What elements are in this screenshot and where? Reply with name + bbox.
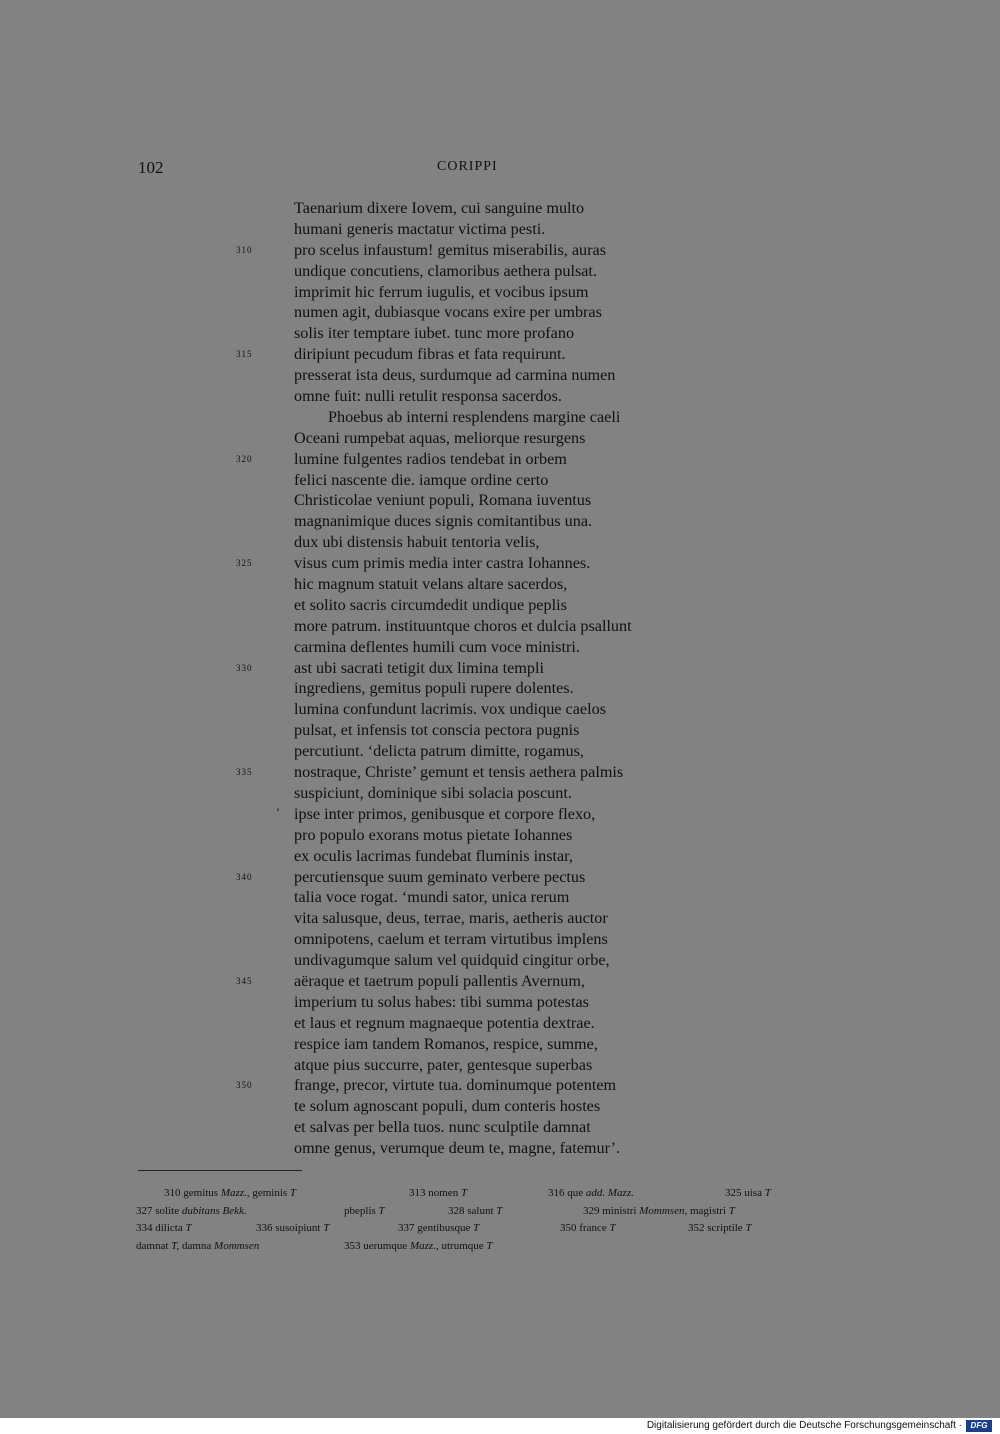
verse-text: solis iter temptare iubet. tunc more profano [294,324,575,343]
verse-line [0,302,1000,323]
apparatus-entry: pbeplis T [344,1204,385,1217]
line-number: 335 [236,767,253,778]
verse-line [0,783,1000,804]
verse-text: et laus et regnum magnaeque potentia dextrae. [294,1013,595,1032]
footnote-rule [138,1170,302,1171]
verse-text: Taenarium dixere Iovem, cui sanguine multo [294,199,585,217]
verse-line [0,219,1000,240]
verse-line [0,1034,1000,1055]
verse-text: imperium tu solus habes: tibi summa potestas [294,992,589,1011]
verse-line [0,511,1000,532]
verse-line [0,699,1000,720]
verse-text: lumine fulgentes radios tendebat in orbem [294,449,567,468]
apparatus-entry: 327 solite dubitans Bekk. [136,1204,247,1217]
verse-text: pro scelus infaustum! gemitus miserabilis, auras [294,240,606,259]
apparatus-entry: 316 que add. Mazz. [548,1187,634,1199]
verse-line [0,470,1000,491]
verse-text: humani generis mactatur victima pesti. [294,219,546,238]
line-number: 350 [236,1080,253,1091]
verse-line [0,282,1000,303]
verse-line [0,992,1000,1013]
verse-text: Oceani rumpebat aquas, meliorque resurgens [294,428,586,447]
verse-line [0,553,1000,574]
verse-line [0,741,1000,762]
verse-line [0,720,1000,741]
verse-line [0,574,1000,595]
digitization-footer [0,1418,1000,1434]
verse-line [0,825,1000,846]
verse-line [0,929,1000,950]
line-number: 320 [236,453,253,464]
apparatus-entry: 325 uisa T [725,1187,771,1199]
verse-text: talia voce rogat. ‘mundi sator, unica rerum [294,888,570,907]
apparatus-entry: 334 dilicta T [136,1222,192,1234]
line-number: 345 [236,975,253,986]
funding-notice: Digitalisierung gefördert durch die Deutsche Forschungsgemeinschaft · [646,1420,962,1431]
verse-text: omnipotens, caelum et terram virtutibus implens [294,930,608,949]
verse-text: magnanimique duces signis comitantibus una. [294,512,593,531]
verse-text: pulsat, et infensis tot conscia pectora pugnis [294,721,580,740]
verse-line [0,762,1000,783]
stray-mark: ‘ [276,805,280,819]
verse-line [0,971,1000,992]
apparatus-entry: 336 susoipiunt T [256,1222,330,1234]
verse-text: omne fuit: nulli retulit responsa sacerdos. [294,387,562,406]
line-number: 330 [236,662,253,673]
apparatus-entry: 337 gentibusque T [398,1222,480,1234]
verse-text: lumina confundunt lacrimis. vox undique caelos [294,700,606,719]
verse-block [0,198,1000,1159]
apparatus-entry: 350 france T [560,1222,616,1234]
verse-line [0,1138,1000,1159]
verse-text: percutiensque suum geminato verbere pectus [294,867,586,886]
verse-text: numen agit, dubiasque vocans exire per umbras [294,303,602,322]
verse-line [0,678,1000,699]
verse-text: pro populo exorans motus pietate Iohannes [294,825,573,844]
verse-line [0,323,1000,344]
apparatus-entry: 328 salunt T [448,1204,503,1217]
verse-text: Phoebus ab interni resplendens margine caeli [328,407,621,426]
verse-text: visus cum primis media inter castra Iohannes. [294,554,591,573]
verse-line [0,344,1000,365]
verse-text: atque pius succurre, pater, gentesque superbas [294,1055,593,1074]
verse-text: suspiciunt, dominique sibi solacia poscunt. [294,783,572,802]
verse-line [0,637,1000,658]
verse-line [0,1117,1000,1138]
verse-line [0,616,1000,637]
verse-line [0,908,1000,929]
verse-line [0,449,1000,470]
page-number: 102 [138,158,164,177]
verse-text: respice iam tandem Romanos, respice, summe, [294,1034,598,1053]
verse-line [0,1013,1000,1034]
verse-line [0,365,1000,386]
verse-line [0,804,1000,825]
apparatus-line [136,1203,796,1221]
line-number: 315 [236,349,253,360]
verse-text: aëraque et taetrum populi pallentis Avernum, [294,971,585,990]
verse-line [0,490,1000,511]
verse-text: et salvas per bella tuos. nunc sculptile damnat [294,1118,591,1137]
apparatus-entry: 352 scriptile T [688,1222,752,1234]
verse-text: more patrum. instituuntque choros et dulcia psallunt [294,616,632,635]
apparatus-line [136,1220,796,1238]
verse-text: vita salusque, deus, terrae, maris, aetheris auctor [294,909,608,928]
verse-text: et solito sacris circumdedit undique peplis [294,595,567,614]
verse-text: undique concutiens, clamoribus aethera pulsat. [294,261,597,280]
apparatus-entry: 353 uerumque Mazz., utrumque T [344,1239,493,1252]
verse-line [0,428,1000,449]
verse-line [0,386,1000,407]
verse-text: dux ubi distensis habuit tentoria velis, [294,533,540,552]
verse-text: omne genus, verumque deum te, magne, fatemur’. [294,1139,621,1158]
verse-line [0,240,1000,261]
verse-text: hic magnum statuit velans altare sacerdos, [294,575,568,594]
apparatus-entry: 310 gemitus Mazz., geminis T [164,1187,297,1199]
verse-text: ast ubi sacrati tetigit dux limina templi [294,658,544,677]
verse-line [0,1075,1000,1096]
verse-line [0,1055,1000,1076]
verse-line [0,198,1000,219]
line-number: 340 [236,871,253,882]
apparatus-entry: damnat T, damna Mommsen [136,1239,260,1252]
critical-apparatus [136,1185,796,1255]
apparatus-entry: 329 ministri Mommsen, magistri T [583,1204,735,1217]
verse-text: ingrediens, gemitus populi rupere dolentes. [294,679,574,698]
verse-text: ipse inter primos, genibusque et corpore flexo, [294,804,596,823]
verse-text: percutiunt. ‘delicta patrum dimitte, rogamus, [294,742,584,761]
verse-line [0,261,1000,282]
verse-text: carmina deflentes humili cum voce ministri. [294,637,580,656]
verse-line [0,887,1000,908]
verse-line [0,595,1000,616]
verse-line [0,532,1000,553]
verse-text: undivagumque salum vel quidquid cingitur orbe, [294,951,610,970]
apparatus-entry: 313 nomen T [409,1187,468,1199]
verse-text: nostraque, Christe’ gemunt et tensis aethera palmis [294,763,624,782]
dfg-logo: DFG [966,1420,992,1432]
verse-line [0,950,1000,971]
verse-line [0,658,1000,679]
line-number: 310 [236,244,253,255]
verse-line [0,407,1000,428]
verse-line [0,1096,1000,1117]
verse-text: diripiunt pecudum fibras et fata requirunt. [294,345,566,364]
verse-text: te solum agnoscant populi, dum conteris hostes [294,1097,601,1116]
verse-text: ex oculis lacrimas fundebat fluminis instar, [294,846,573,865]
verse-text: imprimit hic ferrum iugulis, et vocibus ipsum [294,282,589,301]
line-number: 325 [236,558,253,569]
verse-text: frange, precor, virtute tua. dominumque potentem [294,1076,617,1095]
apparatus-line [136,1238,796,1256]
verse-text: Christicolae veniunt populi, Romana iuventus [294,491,592,510]
apparatus-line [136,1185,796,1203]
verse-text: presserat ista deus, surdumque ad carmina numen [294,366,616,385]
verse-line [0,846,1000,867]
verse-line [0,867,1000,888]
verse-text: felici nascente die. iamque ordine certo [294,470,549,489]
running-head: CORIPPI [437,159,498,174]
